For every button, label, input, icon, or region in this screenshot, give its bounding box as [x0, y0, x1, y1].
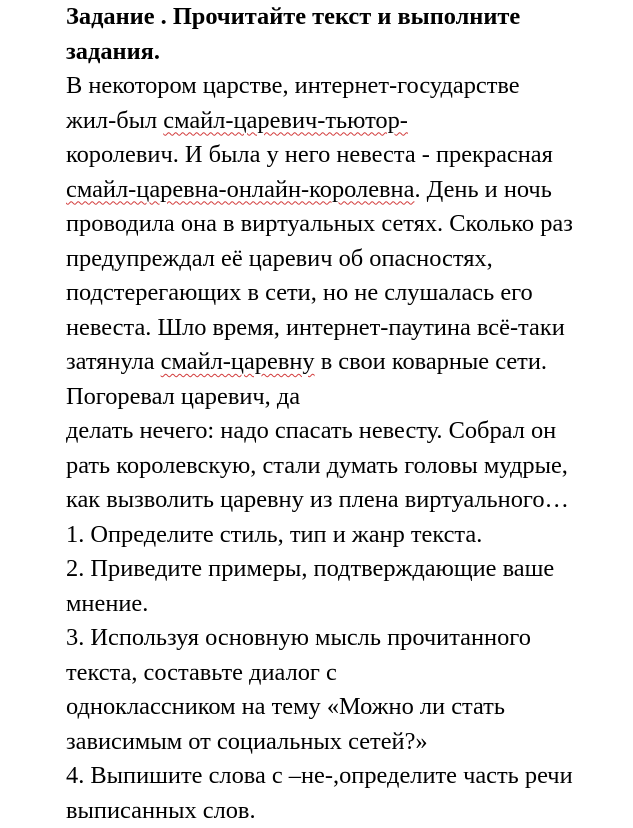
story-line-4-text: . День и ночь — [414, 176, 551, 203]
story-line-9 — [66, 345, 631, 380]
story-line-6: предупреждал её царевич об опасностях, — [66, 242, 631, 277]
story-line-10: Погоревал царевич, да — [66, 380, 631, 415]
story-line-13: как вызволить царевну из плена виртуального… — [66, 483, 631, 518]
story-line-8: невеста. Шло время, интернет-паутина всё-таки — [66, 311, 631, 346]
question-3-line-2: текста, составьте диалог с — [66, 656, 631, 691]
document-body — [66, 0, 631, 828]
task-title-line-2: задания. — [66, 35, 631, 70]
question-1: 1. Определите стиль, тип и жанр текста. — [66, 518, 631, 553]
story-line-5: проводила она в виртуальных сетях. Сколько раз — [66, 207, 631, 242]
question-2-line-1: 2. Приведите примеры, подтверждающие ваше — [66, 552, 631, 587]
spellcheck-word: смайл-царевич-тьютор- — [163, 107, 408, 134]
question-3-line-1: 3. Используя основную мысль прочитанного — [66, 621, 631, 656]
story-line-9-tail: в свои коварные сети. — [315, 348, 547, 375]
task-title-line-1: Задание . Прочитайте текст и выполните — [66, 0, 631, 35]
question-2-line-2: мнение. — [66, 587, 631, 622]
story-line-2-text: жил-был — [66, 107, 163, 134]
question-3-line-4: зависимым от социальных сетей?» — [66, 725, 631, 760]
spellcheck-word: смайл-царевну — [161, 348, 315, 375]
question-4-line-1: 4. Выпишите слова с –не-,определите часть речи — [66, 759, 631, 794]
story-line-12: рать королевскую, стали думать головы мудрые, — [66, 449, 631, 484]
story-line-11: делать нечего: надо спасать невесту. Собрал он — [66, 414, 631, 449]
story-line-2 — [66, 104, 631, 139]
story-line-4 — [66, 173, 631, 208]
story-line-7: подстерегающих в сети, но не слушалась его — [66, 276, 631, 311]
story-line-3: королевич. И была у него невеста - прекрасная — [66, 138, 631, 173]
story-line-9-text: затянула — [66, 348, 161, 375]
story-line-1: В некотором царстве, интернет-государстве — [66, 69, 631, 104]
spellcheck-word: смайл-царевна-онлайн-королевна — [66, 176, 414, 203]
question-3-line-3: одноклассником на тему «Можно ли стать — [66, 690, 631, 725]
question-4-line-2: выписанных слов. — [66, 794, 631, 828]
